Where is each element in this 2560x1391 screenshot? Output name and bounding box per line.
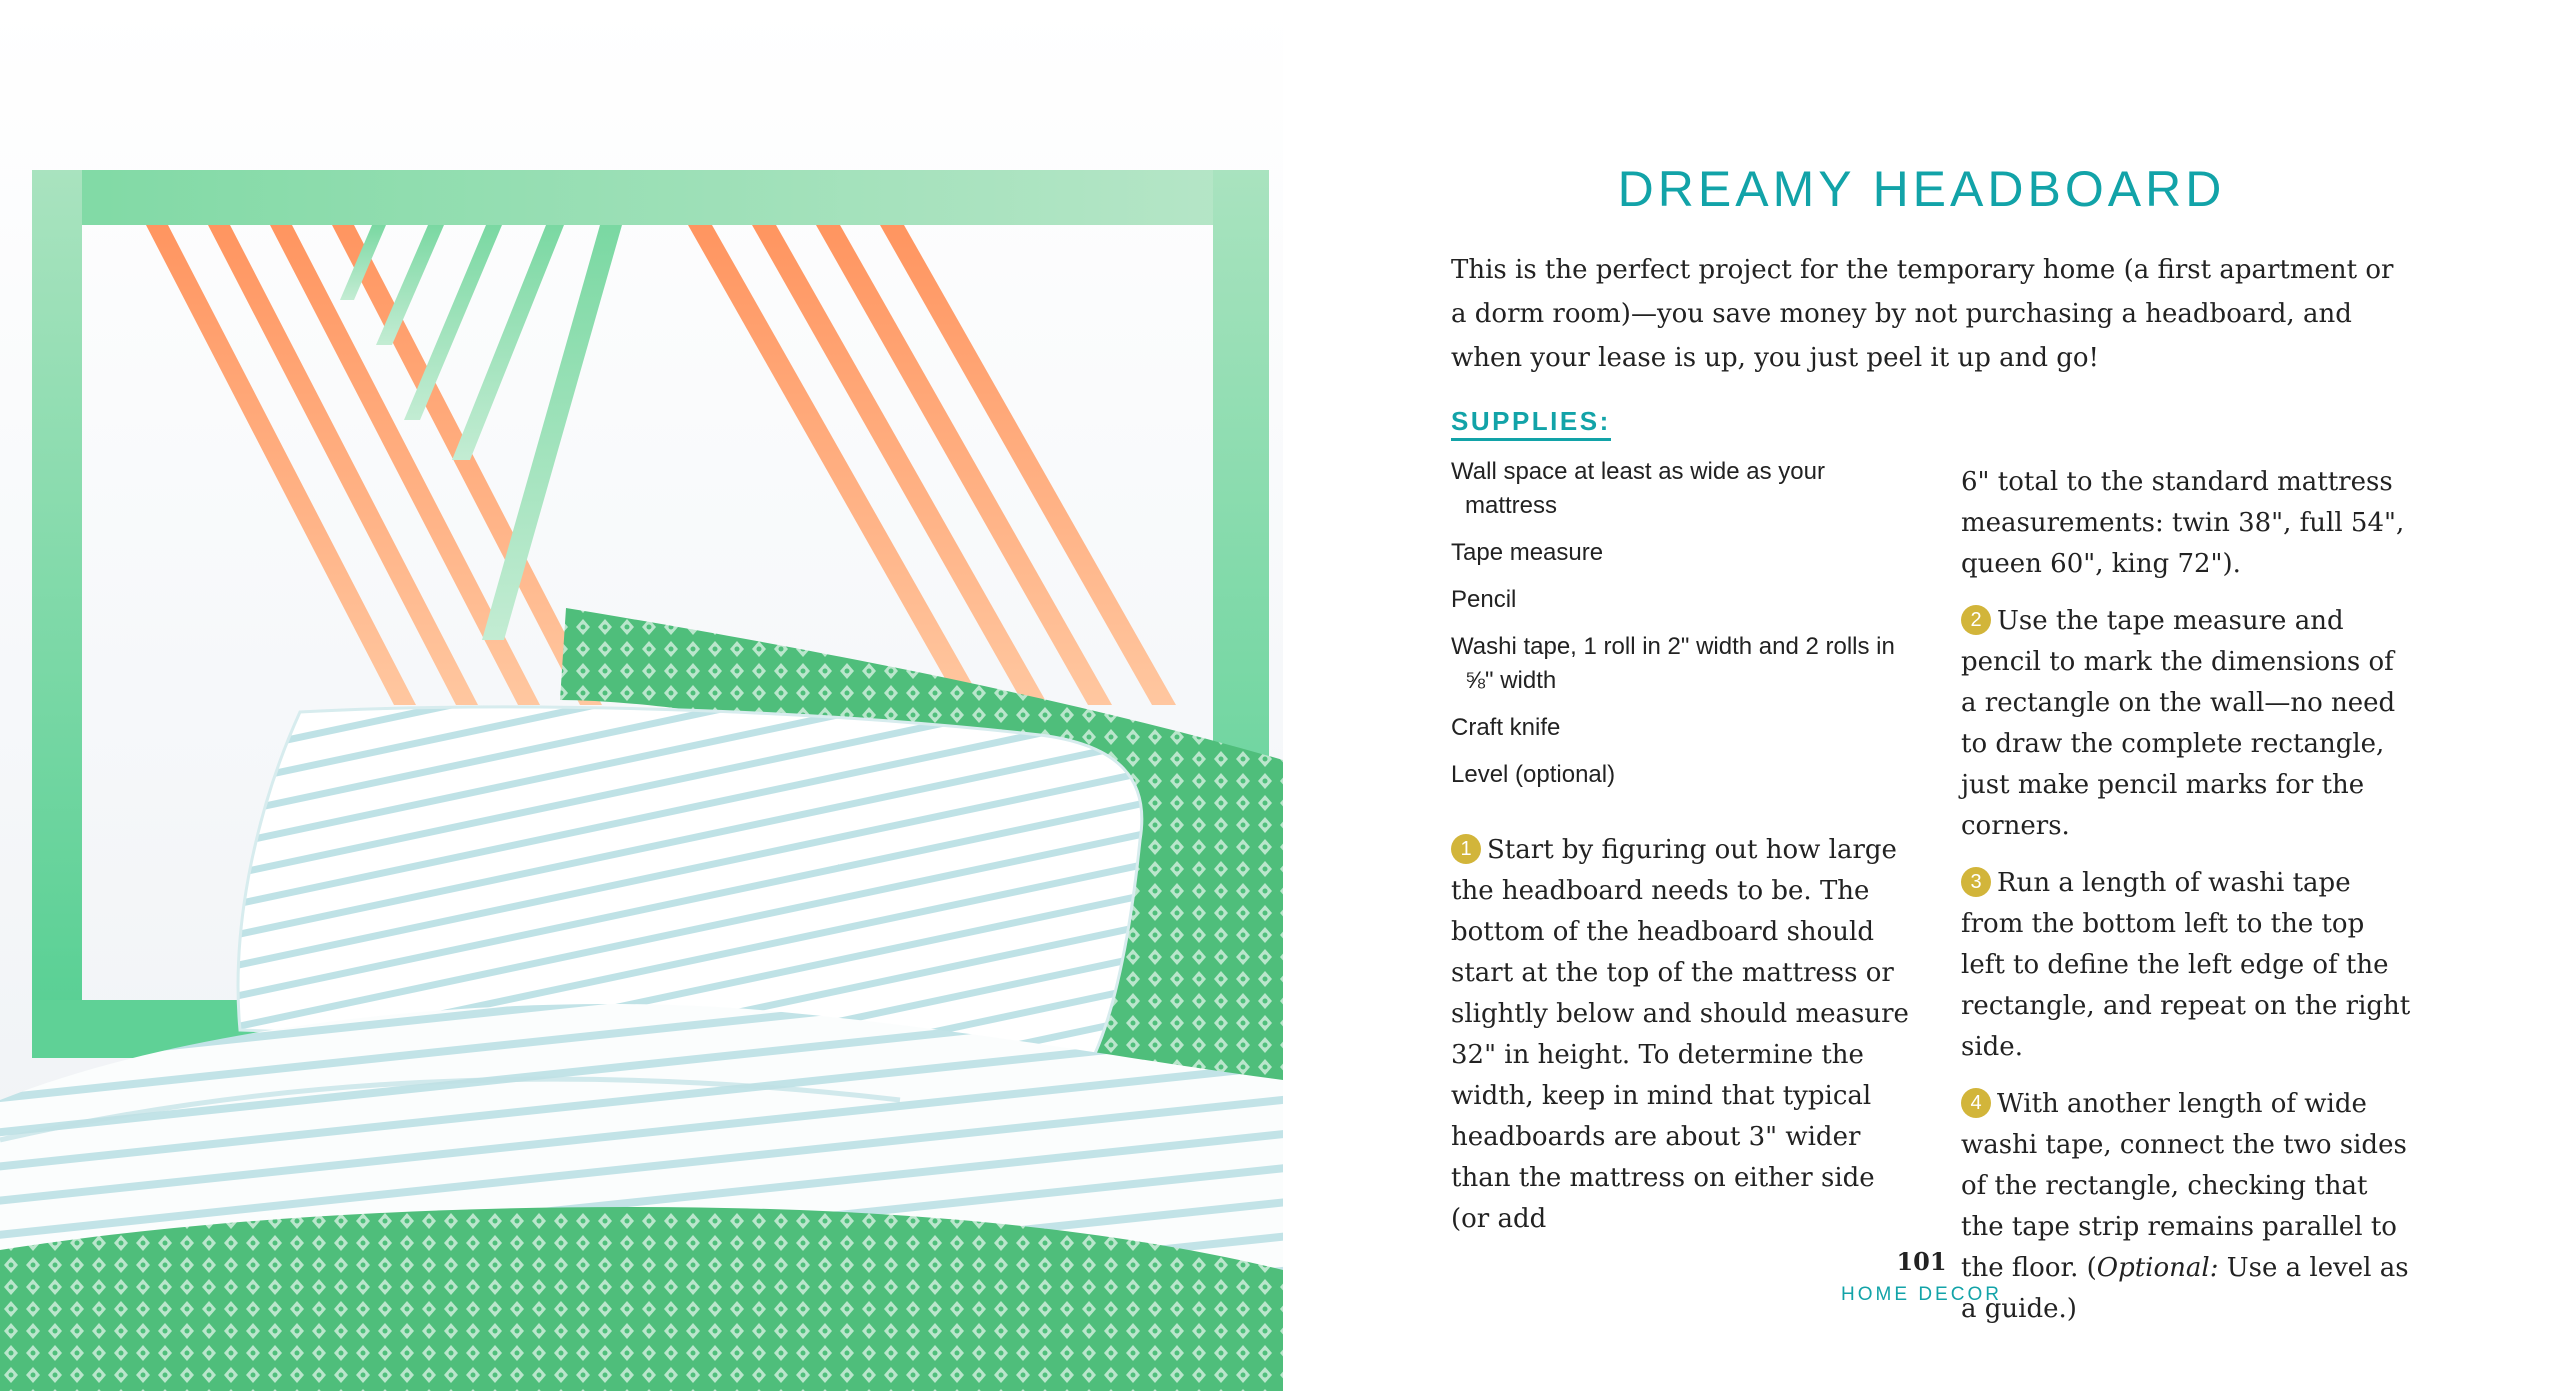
intro-paragraph: This is the perfect project for the temporary home (a first apartment or a dorm room)—you save money by not purchasing a headboard, and when your lease is up, you just peel it up and go! xyxy=(1451,255,2394,373)
step-number-badge: 4 xyxy=(1961,1088,1991,1118)
page-title: DREAMY HEADBOARD xyxy=(1617,161,2226,217)
step-text: 6" total to the standard mattress measurements: twin 38", full 54", queen 60", king 72"). xyxy=(1961,467,2405,579)
steps-left xyxy=(1451,830,1911,1240)
step-text: Run a length of washi tape from the bottom left to the top left to define the left edge of the rectangle, and repeat on the right side. xyxy=(1961,868,2411,1062)
green-bedspread xyxy=(0,1207,1283,1391)
step-1-continued xyxy=(1961,462,2416,585)
step-number-badge: 2 xyxy=(1961,605,1991,635)
section-name: HOME DECOR xyxy=(1841,1284,2002,1305)
optional-text: Use a level as a guide.) xyxy=(1961,1253,2409,1324)
supply-item: Craft knife xyxy=(1451,714,1561,741)
supply-item: Pencil xyxy=(1451,586,1517,613)
supply-item: Level (optional) xyxy=(1451,761,1616,788)
supplies-heading: SUPPLIES: xyxy=(1451,406,1611,441)
supply-item: Tape measure xyxy=(1451,539,1604,566)
text-page xyxy=(1283,0,2560,1391)
step-4: 4 With another length of wide washi tape, connect the two sides of the rectangle, checking that the tape strip remains parallel to the floor. (Optional: Use a level as a guide.) xyxy=(1961,1089,2409,1324)
optional-label: Optional: xyxy=(2096,1253,2219,1283)
supply-item: Wall space at least as wide as your mattress xyxy=(1451,458,1825,519)
step-1 xyxy=(1451,830,1911,1240)
supply-item: Washi tape, 1 roll in 2" width and 2 rolls in ⅝" width xyxy=(1451,633,1895,694)
orange-tape-stripes-right xyxy=(688,225,1176,705)
left-column xyxy=(1451,455,1911,1256)
step-text: Use the tape measure and pencil to mark the dimensions of a rectangle on the wall—no need to draw the complete rectangle, just make pencil marks for the corners. xyxy=(1961,606,2396,841)
step-number-badge: 1 xyxy=(1451,834,1481,864)
step-2 xyxy=(1961,601,2416,847)
step-text: With another length of wide washi tape, connect the two sides of the rectangle, checking that the tape strip remains parallel to the floor. xyxy=(1961,1089,2407,1283)
page-number: 101 xyxy=(1896,1247,1947,1276)
step-3 xyxy=(1961,863,2416,1068)
right-column xyxy=(1961,462,2416,1346)
step-text: Start by figuring out how large the headboard needs to be. The bottom of the headboard should start at the top of the mattress or slightly below and should measure 32" in height. To determine the width, keep in mind that typical headboards are about 3" wider than the mattress on either side (or add xyxy=(1451,835,1909,1234)
step-number-badge: 3 xyxy=(1961,867,1991,897)
